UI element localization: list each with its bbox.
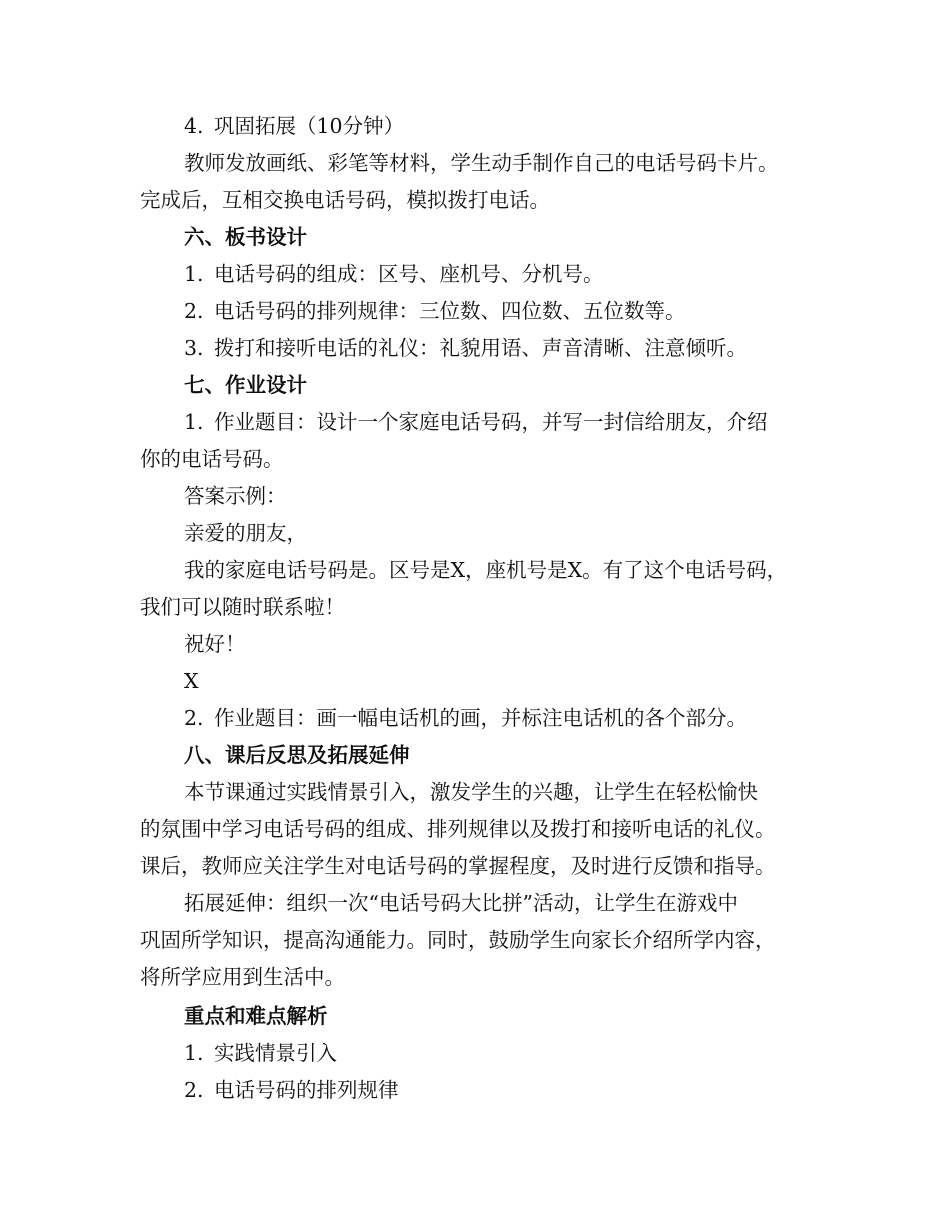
paragraph-line: 的氛围中学习电话号码的组成、排列规律以及拨打和接听电话的礼仪。 (140, 817, 776, 841)
list-item: 2. 电话号码的排列规律 (184, 1078, 399, 1102)
paragraph-line: 本节课通过实践情景引入，激发学生的兴趣，让学生在轻松愉快 (184, 780, 758, 804)
letter-closing: 祝好！ (184, 632, 246, 656)
paragraph-line: 课后，教师应关注学生对电话号码的掌握程度，及时进行反馈和指导。 (140, 854, 776, 878)
section-4-heading: 4. 巩固拓展（10分钟） (184, 114, 405, 138)
section-heading-key-points: 重点和难点解析 (184, 1004, 328, 1028)
answer-label: 答案示例： (184, 484, 287, 508)
list-item: 1. 电话号码的组成：区号、座机号、分机号。 (184, 262, 604, 286)
list-item: 2. 电话号码的排列规律：三位数、四位数、五位数等。 (184, 299, 686, 323)
letter-greeting: 亲爱的朋友， (184, 521, 307, 545)
list-item: 2. 作业题目：画一幅电话机的画，并标注电话机的各个部分。 (184, 706, 747, 730)
paragraph-line: 你的电话号码。 (140, 447, 284, 471)
paragraph-line: 教师发放画纸、彩笔等材料，学生动手制作自己的电话号码卡片。 (184, 151, 779, 175)
letter-signature: X (184, 669, 199, 693)
letter-body-line: 我的家庭电话号码是。区号是X，座机号是X。有了这个电话号码， (184, 558, 788, 582)
letter-body-line: 我们可以随时联系啦！ (140, 595, 345, 619)
paragraph-line: 完成后，互相交换电话号码，模拟拨打电话。 (140, 188, 550, 212)
list-item: 1. 作业题目：设计一个家庭电话号码，并写一封信给朋友，介绍 (184, 410, 768, 434)
paragraph-line: 巩固所学知识，提高沟通能力。同时，鼓励学生向家长介绍所学内容， (140, 928, 776, 952)
paragraph-line: 将所学应用到生活中。 (140, 965, 345, 989)
list-item: 3. 拨打和接听电话的礼仪：礼貌用语、声音清晰、注意倾听。 (184, 336, 747, 360)
paragraph-line: 拓展延伸：组织一次“电话号码大比拼”活动，让学生在游戏中 (184, 891, 738, 915)
section-heading-reflection: 八、课后反思及拓展延伸 (184, 743, 410, 767)
list-item: 1. 实践情景引入 (184, 1041, 337, 1065)
section-heading-homework: 七、作业设计 (184, 373, 307, 397)
section-heading-board: 六、板书设计 (184, 225, 307, 249)
